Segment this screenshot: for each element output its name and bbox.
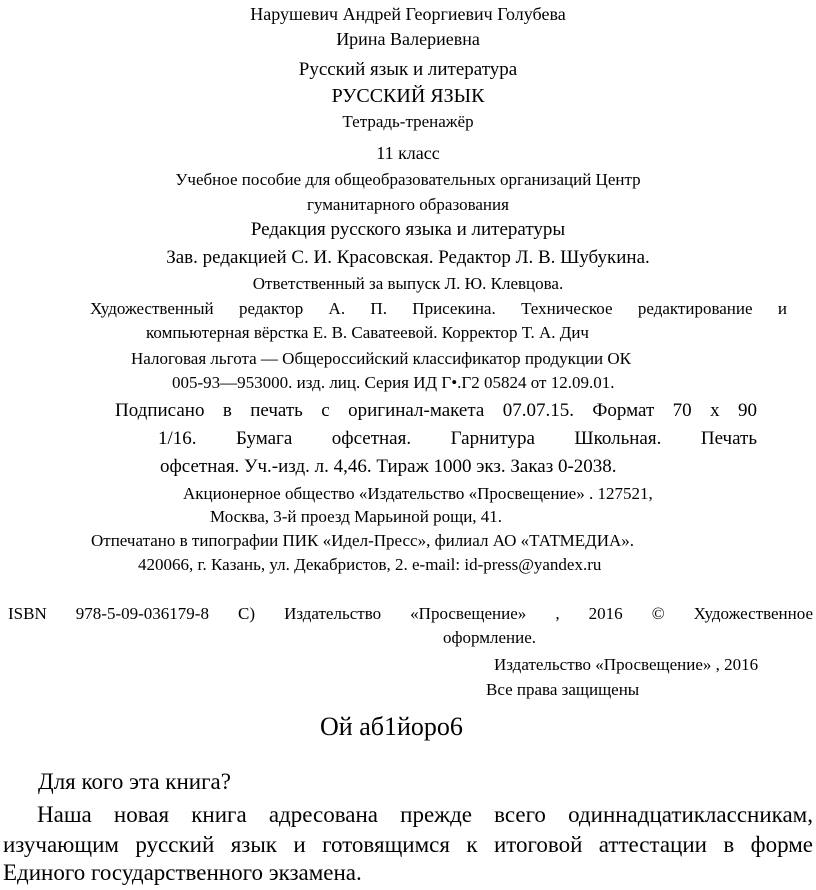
isbn-line: ISBN 978-5-09-036179-8 С) Издательство «Просвещение» , 2016 © Художественное [8,604,813,623]
publisher-line-1: Акционерное общество «Издательство «Просвещение» . 127521, [183,484,653,503]
art-editor-line-1: Художественный редактор А. П. Присекина. Техническое редактирование и [90,299,787,318]
print-info-line-2: 1/16. Бумага офсетная. Гарнитура Школьная. Печать [158,428,757,449]
section-question: Для кого эта книга? [38,769,231,794]
printer-line-1: Отпечатано в типографии ПИК «Идел-Пресс», филиал АО «ТАТМЕДИА». [91,531,635,550]
book-title: РУССКИЙ ЯЗЫК [331,85,485,107]
section-heading: Ой аб1йоро6 [320,712,463,741]
print-info-line-1: Подписано в печать с оригинал-макета 07.07.15. Формат 70 х 90 [115,400,757,421]
purpose-line-1: Учебное пособие для общеобразовательных организаций Центр [175,170,641,189]
isbn-line-2: оформление. [443,628,537,647]
isbn-line-3: Издательство «Просвещение» , 2016 [494,655,759,674]
art-editor-line-2: компьютерная вёрстка Е. В. Саватеевой. Корректор Т. А. Дич [146,323,589,342]
publisher-line-2: Москва, 3-й проезд Марьиной рощи, 41. [210,507,503,526]
authors-line-2: Ирина Валериевна [336,29,480,49]
paragraph-line-1: Наша новая книга адресована прежде всего одиннадцатиклассникам, [37,802,813,827]
responsible-line: Ответственный за выпуск Л. Ю. Клевцова. [252,274,564,293]
editorial-line: Редакция русского языка и литературы [250,219,566,240]
authors-line-1: Нарушевич Андрей Георгиевич Голубева [250,4,566,24]
book-subtitle: Тетрадь-тренажёр [342,112,474,131]
subject-line: Русский язык и литература [298,59,518,80]
purpose-line-2: гуманитарного образования [307,195,509,214]
tax-line-2: 005-93—953000. изд. лиц. Серия ИД Г•.Г2 05824 от 12.09.01. [172,373,615,392]
print-info-line-3: офсетная. Уч.-изд. л. 4,46. Тираж 1000 экз. Заказ 0-2038. [160,456,617,477]
editors-line: Зав. редакцией С. И. Красовская. Редактор Л. В. Шубукина. [166,247,650,268]
rights-line: Все права защищены [486,680,640,699]
grade-line: 11 класс [376,143,440,163]
paragraph-line-2: изучающим русский язык и готовящимся к итоговой аттестации в форме [3,832,813,857]
paragraph-line-3: Единого государственного экзамена. [3,860,362,885]
printer-line-2: 420066, г. Казань, ул. Декабристов, 2. e-mail: id-press@yandex.ru [138,555,602,574]
tax-line-1: Налоговая льгота — Общероссийский классификатор продукции ОК [131,349,632,368]
